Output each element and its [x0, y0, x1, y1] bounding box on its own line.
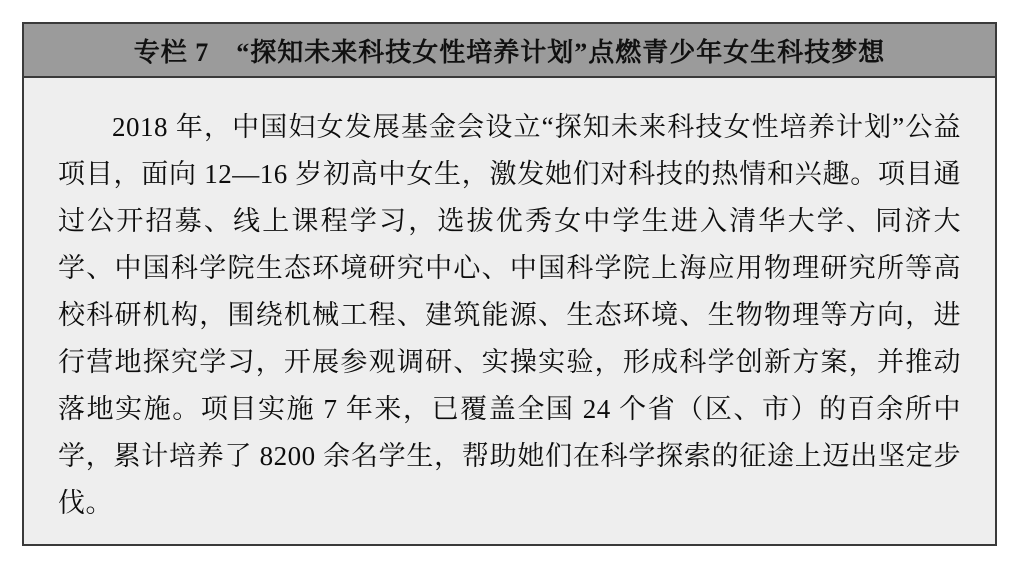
- callout-box-body: [24, 78, 995, 544]
- callout-body-paragraph: 2018 年，中国妇女发展基金会设立“探知未来科技女性培养计划”公益项目，面向 12—16 岁初高中女生，激发她们对科技的热情和兴趣。项目通过公开招募、线上课程学习，选拔优秀女中学生进入清华大学、同济大学、中国科学院生态环境研究中心、中国科学院上海应用物理研究所等高校科研机构，围绕机械工程、建筑能源、生态环境、生物物理等方向，进行营地探究学习，开展参观调研、实操实验，形成科学创新方案，并推动落地实施。项目实施 7 年来，已覆盖全国 24 个省（区、市）的百余所中学，累计培养了 8200 余名学生，帮助她们在科学探索的征途上迈出坚定步伐。: [58, 112, 961, 518]
- callout-box-title: 专栏 7 “探知未来科技女性培养计划”点燃青少年女生科技梦想: [133, 37, 886, 67]
- callout-box: [22, 22, 997, 546]
- callout-box-header: [24, 24, 995, 78]
